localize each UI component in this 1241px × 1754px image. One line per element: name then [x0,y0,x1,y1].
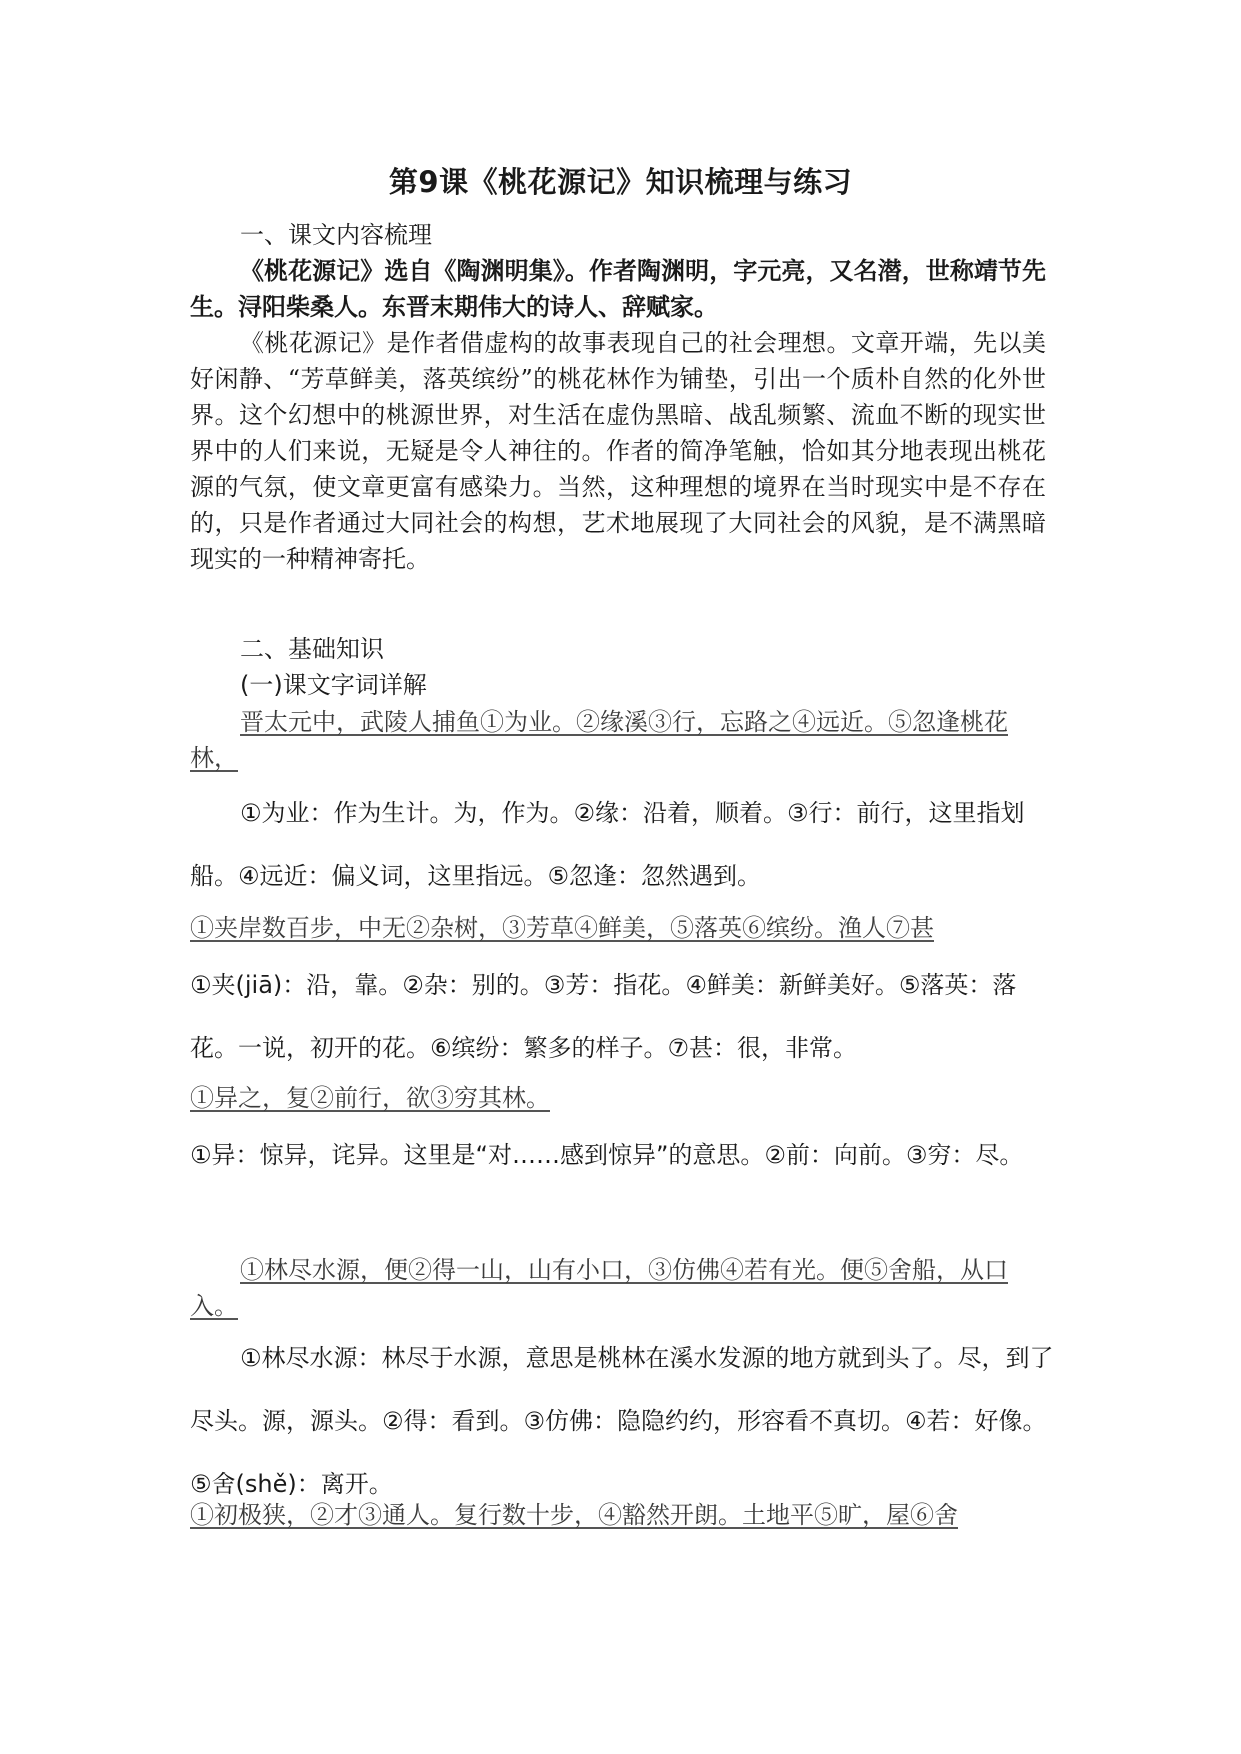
subsection-heading-word-explanation: (一)课文字词详解 [240,671,427,699]
page-title: 第9课《桃花源记》知识梳理与练习 [388,165,853,199]
original-text-underlined: 晋太元中，武陵人捕鱼①为业。②缘溪③行，忘路之④远近。⑤忽逢桃花林， [190,708,1008,772]
word-notes: ①为业：作为生计。为，作为。②缘：沿着，顺着。③行：前行，这里指划船。④远近：偏义词，这里指远。⑤忽逢：忽然遇到。 [190,799,1025,890]
word-notes: ①林尽水源：林尽于水源，意思是桃林在溪水发源的地方就到头了。尽，到了尽头。源，源头。②得：看到。③仿佛：隐隐约约，形容看不真切。④若：好像。⑤舍(shě)：离开。 [190,1344,1054,1498]
original-text-underlined: ①林尽水源，便②得一山，山有小口，③仿佛④若有光。便⑤舍船，从口入。 [190,1256,1008,1320]
original-text-underlined: ①夹岸数百步，中无②杂树，③芳草④鲜美，⑤落英⑥缤纷。渔人⑦甚 [190,914,934,942]
summary-paragraph: 《桃花源记》是作者借虚构的故事表现自己的社会理想。文章开端，先以美好闲静、“芳草鲜美，落英缤纷”的桃花林作为铺垫，引出一个质朴自然的化外世界。这个幻想中的桃源世界，对生活在虚伪黑暗、战乱频繁、流血不断的现实世界中的人们来说，无疑是令人神往的。作者的简净笔触，恰如其分地表现出桃花源的气氛，使文章更富有感染力。当然，这种理想的境界在当时现实中是不存在的，只是作者通过大同社会的构想，艺术地展现了大同社会的风貌，是不满黑暗现实的一种精神寄托。 [190,329,1046,573]
word-notes: ①异：惊异，诧异。这里是“对……感到惊异”的意思。②前：向前。③穷：尽。 [190,1141,1024,1169]
original-text-underlined: ①异之，复②前行，欲③穷其林。 [190,1084,550,1112]
original-text-line [190,1080,1046,1116]
section-heading-content-review: 一、课文内容梳理 [240,221,432,249]
original-text-line [190,1497,1046,1533]
original-text-line [190,1252,1046,1324]
word-notes: ①夹(jiā)：沿，靠。②杂：别的。③芳：指花。④鲜美：新鲜美好。⑤落英：落花。一说，初开的花。⑥缤纷：繁多的样子。⑦甚：很，非常。 [190,971,1017,1062]
intro-paragraph: 《桃花源记》选自《陶渊明集》。作者陶渊明，字元亮，又名潜，世称靖节先生。浔阳柴桑人。东晋末期伟大的诗人、辞赋家。 [190,256,1046,321]
original-text-line [190,910,1046,946]
original-text-line [190,704,1046,776]
original-text-underlined: ①初极狭，②才③通人。复行数十步，④豁然开朗。土地平⑤旷，屋⑥舍 [190,1501,958,1529]
section-heading-basic-knowledge: 二、基础知识 [240,635,384,663]
